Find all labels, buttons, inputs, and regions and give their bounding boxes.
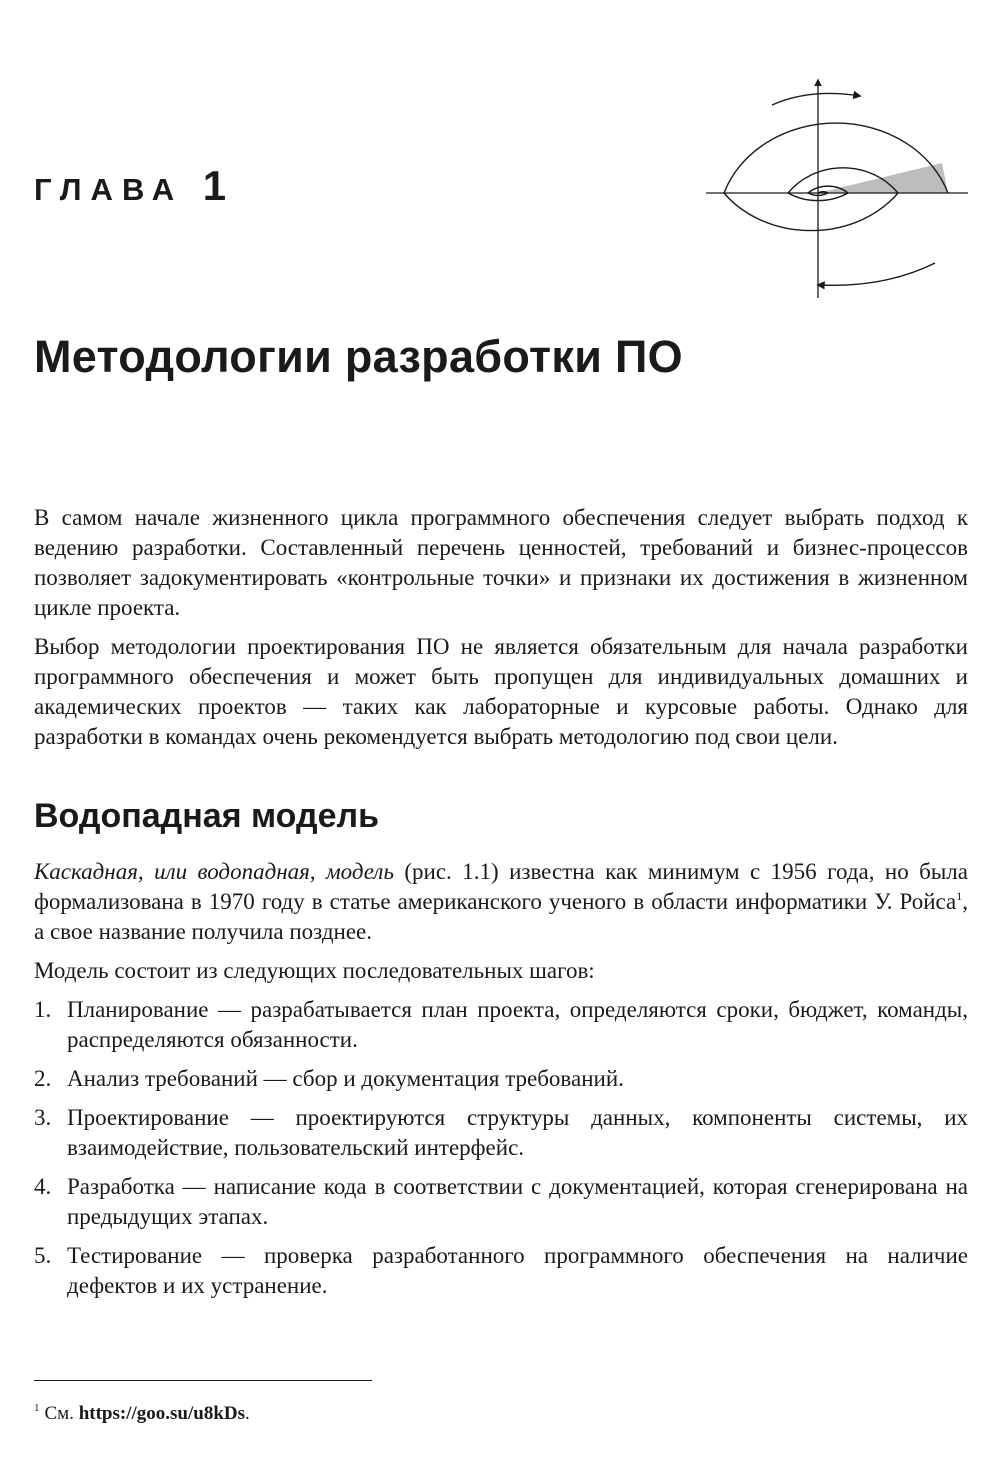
spiral-model-icon xyxy=(700,70,975,300)
waterfall-text-b: , а свое название получила позднее. xyxy=(34,888,968,944)
intro-paragraph-1: В самом начале жизненного цикла программного обеспечения следует выбрать подход к ведению разработки. Составленный перечень ценностей, требований и бизнес-процессов позволяет задокументировать «контрольные точки» и признаки их достижения в жизненном цикле проекта. xyxy=(34,505,968,620)
footnote-prefix: См. xyxy=(44,1403,79,1424)
list-item-number: 2. xyxy=(34,1065,52,1091)
list-item xyxy=(34,995,968,1055)
list-item xyxy=(34,1064,968,1094)
spiral-top-arrow xyxy=(772,93,860,105)
waterfall-steps-list xyxy=(34,995,968,1301)
footnote-link[interactable]: https://goo.su/u8kDs xyxy=(78,1403,246,1424)
footnote-suffix: . xyxy=(245,1403,250,1424)
list-item xyxy=(34,1172,968,1232)
list-item xyxy=(34,1103,968,1163)
list-item-text: Проектирование — проектируются структуры данных, компоненты системы, их взаимодействие, пользовательский интерфейс. xyxy=(67,1104,968,1160)
footnote-divider xyxy=(34,1380,372,1381)
list-item-text: Тестирование — проверка разработанного программного обеспечения на наличие дефектов и их устранение. xyxy=(67,1242,968,1298)
chapter-number: 1 xyxy=(202,162,227,209)
list-item-number: 4. xyxy=(34,1173,52,1199)
footnote-ref[interactable]: 1 xyxy=(956,888,963,903)
intro-paragraph-2: Выбор методологии проектирования ПО не является обязательным для начала разработки программного обеспечения и может быть пропущен для индивидуальных домашних и академических проектов — таких как лабораторные и курсовые работы. Однако для разработки в командах очень рекомендуется выбрать методологию под свои цели. xyxy=(34,634,968,749)
list-item xyxy=(34,1241,968,1301)
chapter-label xyxy=(34,162,227,209)
chapter-label-text: ГЛАВА xyxy=(34,172,184,207)
section-heading-waterfall: Водопадная модель xyxy=(34,797,379,835)
page-body xyxy=(34,503,968,1310)
waterfall-text-a: (рис. 1.1) известна как минимум с 1956 года, но была формализована в 1970 году в статье американского ученого в области информатики У. Ройса xyxy=(34,858,968,914)
list-item-text: Планирование — разрабатывается план проекта, определяются сроки, бюджет, команды, распределяются обязанности. xyxy=(67,996,968,1052)
waterfall-term: Каскадная, или водопадная, модель xyxy=(34,858,394,884)
spiral-bottom-arrow xyxy=(818,263,935,285)
waterfall-paragraph-1 xyxy=(34,857,968,947)
list-item-number: 1. xyxy=(34,996,52,1022)
chapter-title: Методологии разработки ПО xyxy=(34,331,683,382)
footnote xyxy=(34,1402,250,1426)
waterfall-paragraph-2: Модель состоит из следующих последовательных шагов: xyxy=(34,957,595,983)
list-item-number: 5. xyxy=(34,1242,52,1268)
list-item-text: Анализ требований — сбор и документация требований. xyxy=(67,1065,624,1091)
footnote-mark: 1 xyxy=(34,1402,40,1414)
list-item-number: 3. xyxy=(34,1104,52,1130)
list-item-text: Разработка — написание кода в соответствии с документацией, которая сгенерирована на предыдущих этапах. xyxy=(67,1173,968,1229)
